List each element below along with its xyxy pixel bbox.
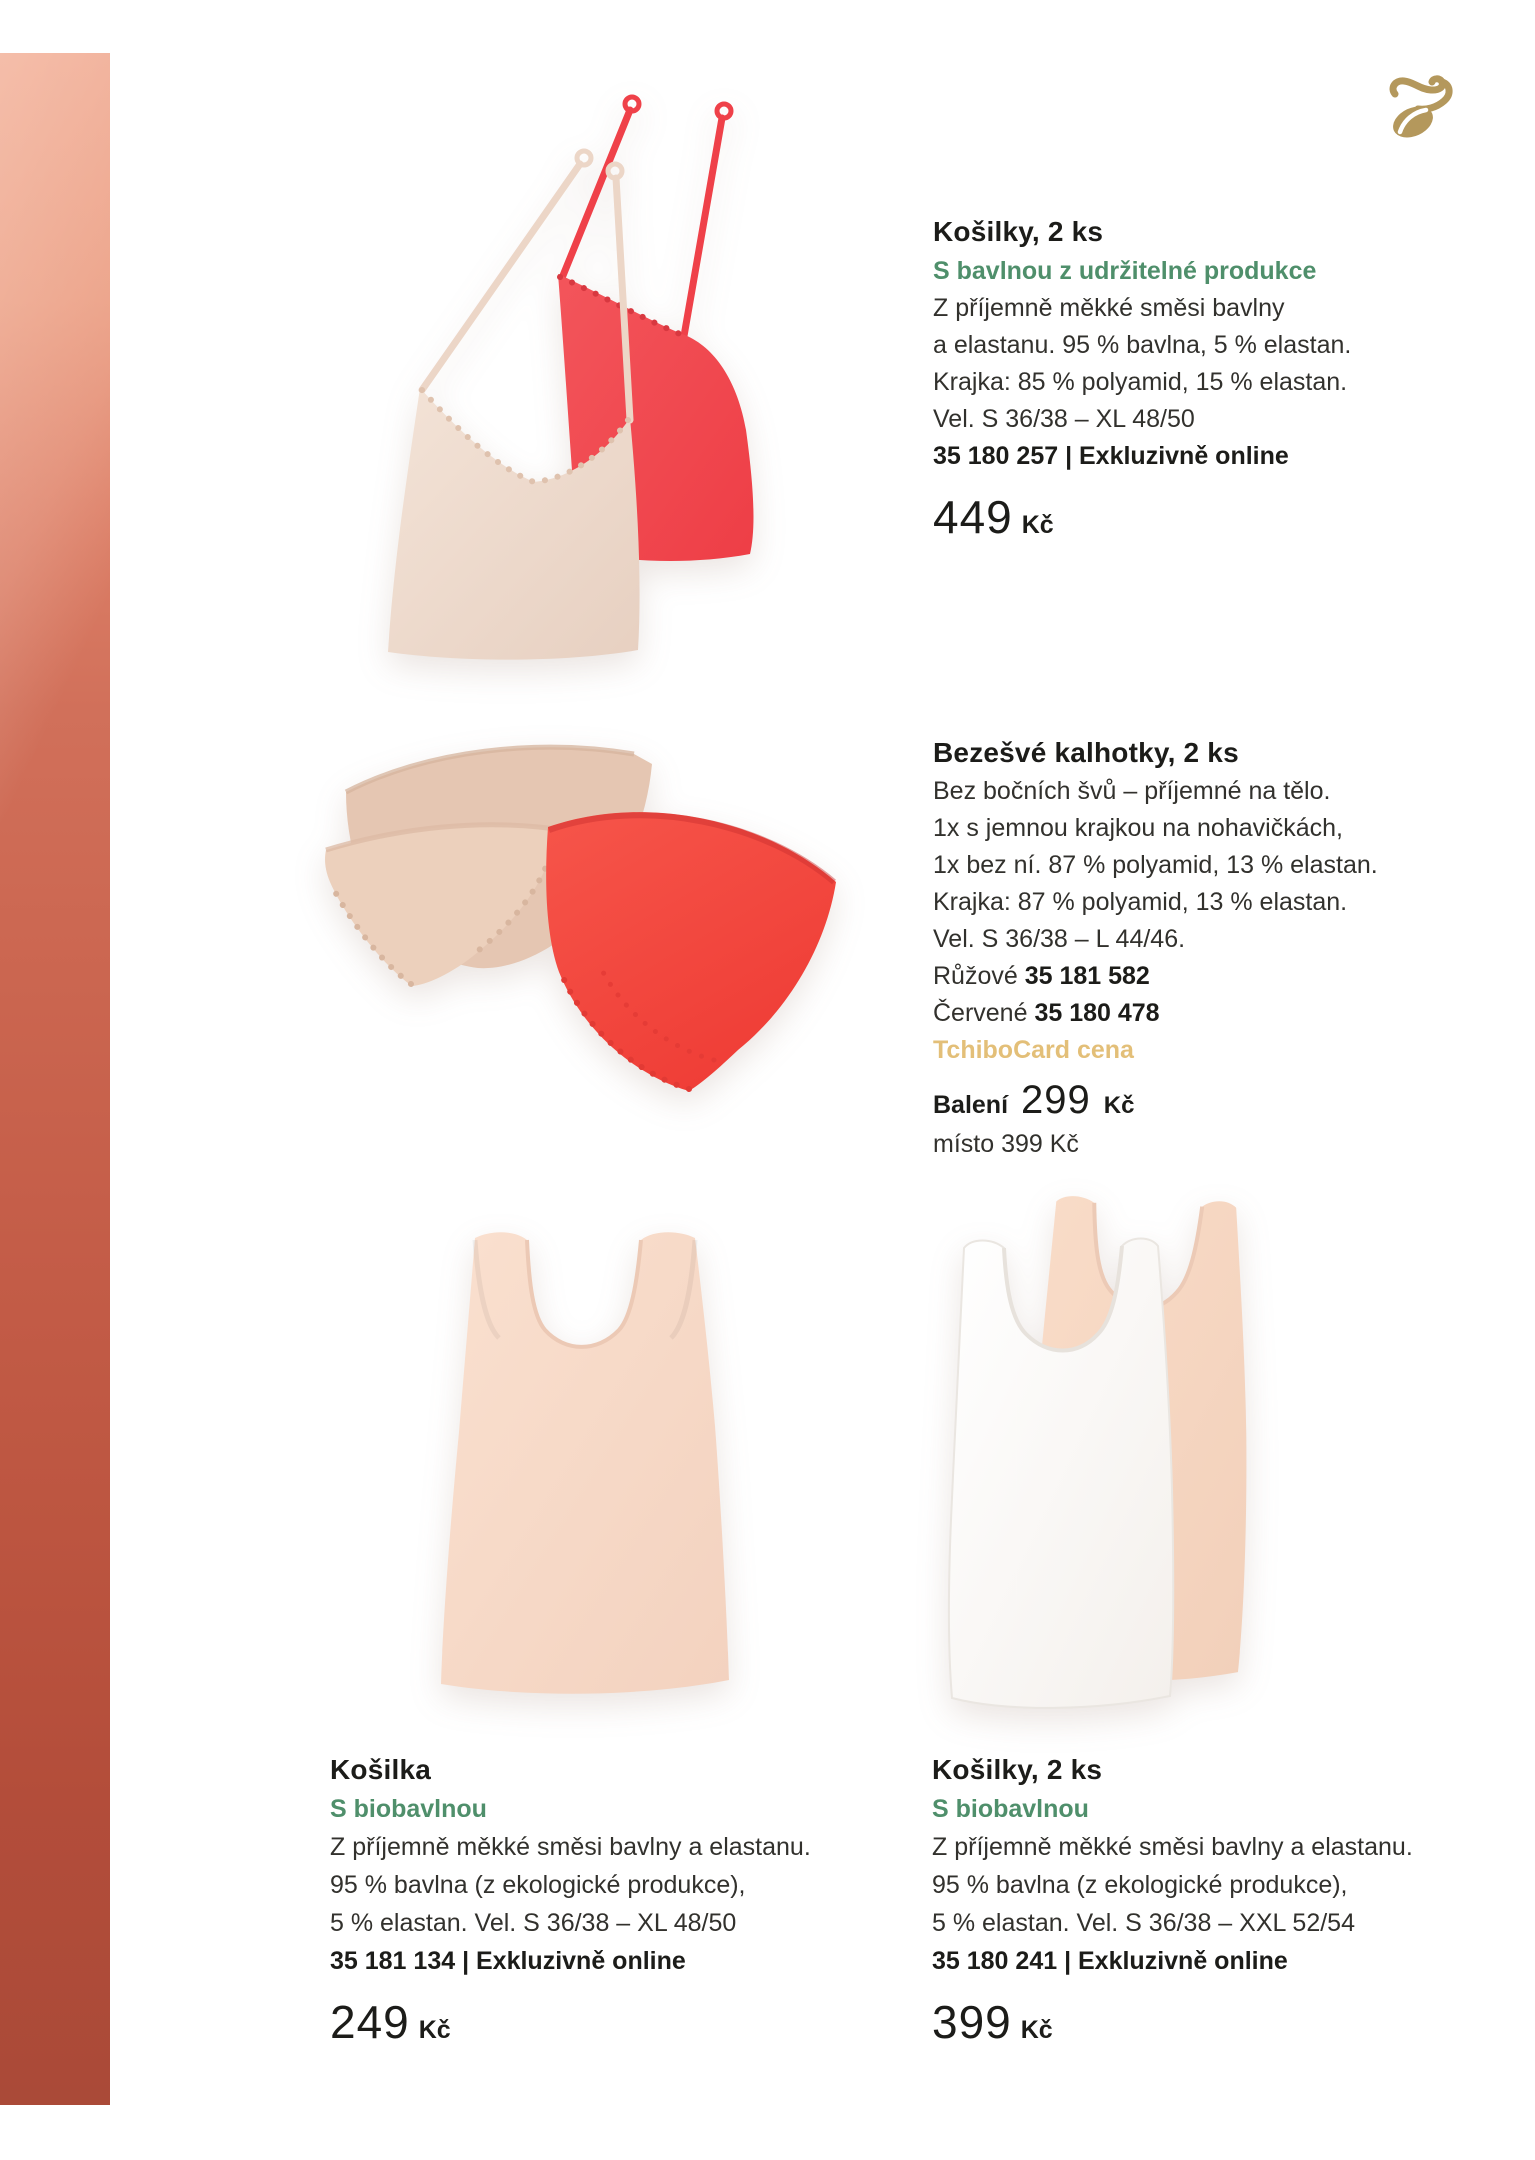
product-highlight: S bavlnou z udržitelné produkce: [933, 257, 1317, 285]
product-description-line: Krajka: 87 % polyamid, 13 % elastan.: [933, 888, 1348, 916]
product-title: Košilky, 2 ks: [932, 1754, 1103, 1785]
product-description-line: Vel. S 36/38 – L 44/46.: [933, 925, 1186, 953]
product-description-line: Z příjemně měkké směsi bavlny a elastanu.: [330, 1833, 811, 1861]
product-description-line: a elastanu. 95 % bavlna, 5 % elastan.: [933, 331, 1352, 359]
product-price: [933, 1078, 1493, 1123]
price-amount: 449: [933, 491, 1013, 543]
price-amount: 299: [1021, 1078, 1091, 1122]
product-price: [932, 1995, 1492, 2049]
product-description-line: 1x bez ní. 87 % polyamid, 13 % elastan.: [933, 851, 1378, 879]
variant-code: 35 181 582: [1024, 962, 1150, 990]
product-price: [330, 1995, 890, 2049]
panty-beige-front-shape: [325, 825, 556, 986]
product-photo-panties: [316, 730, 844, 1100]
product-description-line: 5 % elastan. Vel. S 36/38 – XL 48/50: [330, 1909, 737, 1937]
product-description-line: Krajka: 85 % polyamid, 15 % elastan.: [933, 368, 1348, 396]
variant-label: Růžové: [933, 962, 1018, 990]
product-order-code: 35 181 134 | Exkluzivně online: [330, 1947, 686, 1975]
product-description-line: Bez bočních švů – příjemné na tělo.: [933, 777, 1331, 805]
pack-price-label: Balení: [933, 1091, 1009, 1119]
product-info-panties: [933, 733, 1493, 1163]
price-currency: Kč: [1020, 2016, 1053, 2044]
product-variant-pink: [933, 958, 1493, 995]
old-price: místo 399 Kč: [933, 1130, 1079, 1158]
product-photo-camisoles: [372, 82, 796, 667]
price-amount: 249: [330, 1996, 410, 2048]
product-title: Košilka: [330, 1754, 431, 1785]
wall-photo-strip: [0, 53, 110, 2105]
product-description-line: 95 % bavlna (z ekologické produkce),: [932, 1871, 1348, 1899]
product-description-line: 1x s jemnou krajkou na nohavičkách,: [933, 814, 1343, 842]
product-description-line: Vel. S 36/38 – XL 48/50: [933, 405, 1195, 433]
product-photo-tank-single: [433, 1226, 737, 1700]
price-amount: 399: [932, 1996, 1012, 2048]
product-title: Košilky, 2 ks: [933, 216, 1104, 247]
product-order-code: 35 180 241 | Exkluzivně online: [932, 1947, 1288, 1975]
tank-pink-shape: [441, 1232, 729, 1693]
price-currency: Kč: [1021, 511, 1054, 539]
tchibo-logo-icon: [1386, 72, 1468, 142]
product-info-tank-single: [330, 1750, 890, 2049]
product-price: [933, 490, 1493, 544]
product-description-line: Z příjemně měkké směsi bavlny a elastanu.: [932, 1833, 1413, 1861]
product-title: Bezešvé kalhotky, 2 ks: [933, 737, 1239, 768]
tchibocard-price-label: TchiboCard cena: [933, 1036, 1134, 1064]
price-currency: Kč: [1103, 1092, 1135, 1119]
variant-code: 35 180 478: [1034, 999, 1160, 1027]
variant-label: Červené: [933, 999, 1028, 1027]
product-description-line: 95 % bavlna (z ekologické produkce),: [330, 1871, 746, 1899]
product-variant-red: [933, 995, 1493, 1032]
product-photo-tanks-duo: [936, 1190, 1254, 1712]
product-highlight: S biobavlnou: [932, 1795, 1089, 1823]
product-description-line: Z příjemně měkké směsi bavlny: [933, 294, 1285, 322]
product-info-camisoles: [933, 212, 1493, 544]
product-highlight: S biobavlnou: [330, 1795, 487, 1823]
product-order-code: 35 180 257 | Exkluzivně online: [933, 442, 1289, 470]
product-info-tanks-duo: [932, 1750, 1492, 2049]
price-currency: Kč: [418, 2016, 451, 2044]
product-description-line: 5 % elastan. Vel. S 36/38 – XXL 52/54: [932, 1909, 1355, 1937]
tchibo-logo-glyph: [1386, 72, 1468, 142]
panty-red-shape: [546, 812, 836, 1091]
